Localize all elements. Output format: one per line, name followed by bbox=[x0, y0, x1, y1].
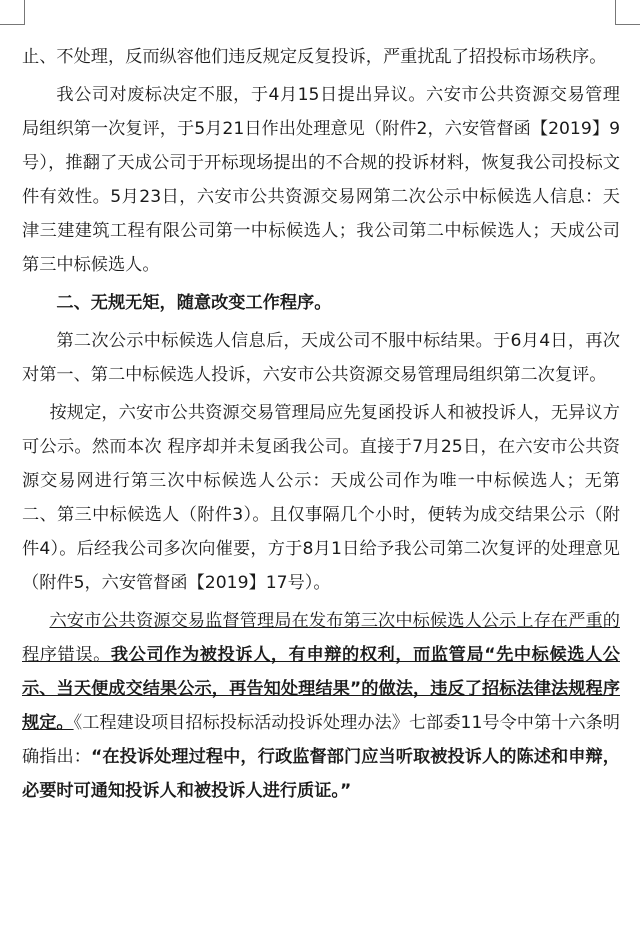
paragraph-third-publicity: 按规定，六安市公共资源交易管理局应先复函投诉人和被投诉人，无异议方可公示。然而本次 程序却并未复函我公司。直接于7月25日，在六安市公共资源交易网进行第三次中标候选人公示：天成公司作为唯一中标候选人；无第二、第三中标候选人（附件3）。且仅事隔几个小时，便转为成交结果公示（附件4）。后经我公司多次向催要，方于8月1日给予我公司第二次复评的处理意见（附件5，六安管督函【2019】17号）。 bbox=[22, 403, 620, 593]
paragraph-first-review: 我公司对废标决定不服，于4月15日提出异议。六安市公共资源交易管理局组织第一次复评，于5月21日作出处理意见（附件2，六安管督函【2019】9号），推翻了天成公司于开标现场提出的不合规的投诉材料，恢复我公司投标文件有效性。5月23日，六安市公共资源交易网第二次公示中标候选人信息：天津三建建筑工程有限公司第一中标候选人；我公司第二中标候选人；天成公司第三中标候选人。 bbox=[22, 85, 620, 275]
right-to-defend-text: 我公司作为被投诉人，有申辩的权利，而监管局“先中标候选人公示、当天便成交结果公示，再告知处理结果”的做法，违反了招标法律法规程序规定。 bbox=[22, 645, 620, 733]
page-corner-mark-right bbox=[615, 0, 640, 25]
page-corner-mark-left bbox=[0, 0, 25, 25]
procedure-error-text: 六安市公共资源交易监督管理局在发布第三次中标候选人公示上存在严重的程序错误。 bbox=[22, 611, 620, 665]
regulation-citation: 《工程建设项目招标投标活动投诉处理办法》七部委11号令中第十六条明确指出： bbox=[22, 713, 620, 767]
paragraph-continued: 止、不处理，反而纵容他们违反规定反复投诉，严重扰乱了招投标市场秩序。 bbox=[22, 47, 607, 67]
section-heading-2: 二、无规无矩，随意改变工作程序。 bbox=[56, 293, 332, 313]
paragraph-procedure-error bbox=[22, 604, 620, 808]
regulation-quote: “在投诉处理过程中，行政监督部门应当听取被投诉人的陈述和申辩，必要时可通知投诉人和被投诉人进行质证。” bbox=[22, 747, 620, 801]
document-body bbox=[22, 40, 620, 808]
paragraph-second-review: 第二次公示中标候选人信息后，天成公司不服中标结果。于6月4日，再次对第一、第二中标候选人投诉，六安市公共资源交易管理局组织第二次复评。 bbox=[22, 331, 620, 385]
